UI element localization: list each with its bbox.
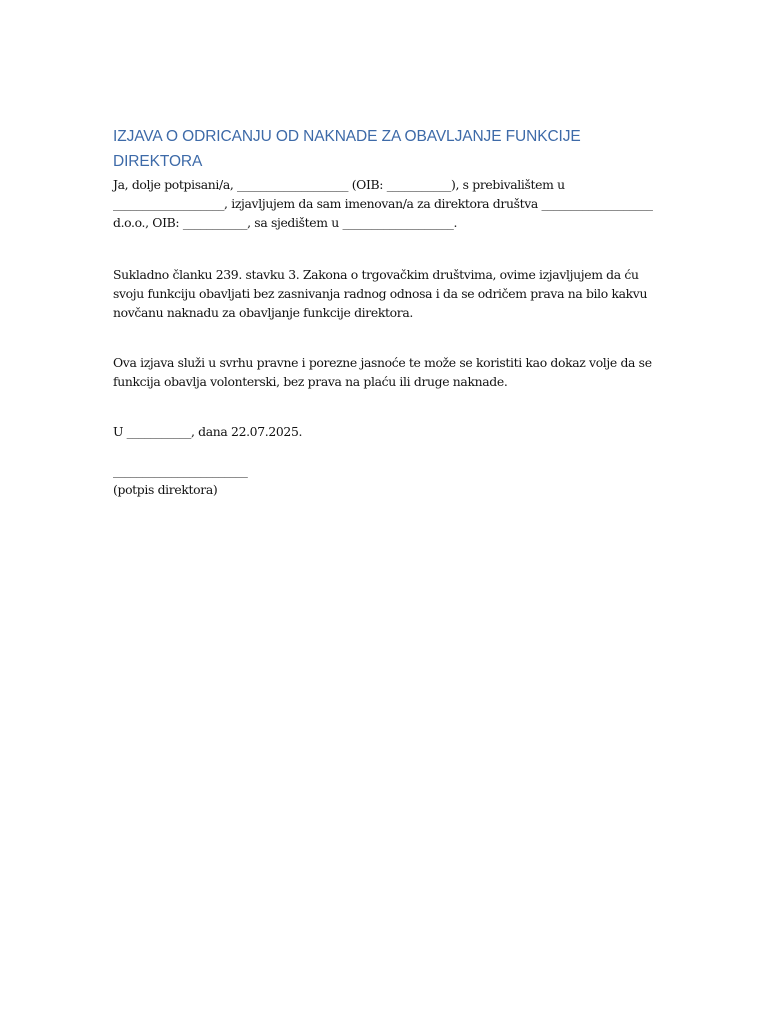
paragraph-line: funkcija obavlja volonterski, bez prava na plaću ili druge naknade. <box>113 374 508 389</box>
title-line: DIREKTORA <box>113 153 203 170</box>
paragraph-line: Sukladno članku 239. stavku 3. Zakona o trgovačkim društvima, ovime izjavljujem da ću <box>113 267 639 282</box>
legal-basis-paragraph <box>113 265 658 322</box>
signature-block <box>113 461 658 499</box>
document-title <box>113 124 658 174</box>
paragraph-line: Ja, dolje potpisani/a, ___________________ (OIB: ___________), s prebivalištem u <box>113 177 565 192</box>
signature-label: (potpis direktora) <box>113 482 218 497</box>
purpose-paragraph <box>113 353 658 391</box>
place-date-line: U ___________, dana 22.07.2025. <box>113 424 303 439</box>
paragraph-line: Ova izjava služi u svrhu pravne i porezne jasnoće te može se koristiti kao dokaz volje da se <box>113 355 652 370</box>
paragraph-line: svoju funkciju obavljati bez zasnivanja radnog odnosa i da se odričem prava na bilo kakvu <box>113 286 648 301</box>
paragraph-line: novčanu naknadu za obavljanje funkcije direktora. <box>113 305 413 320</box>
declaration-paragraph <box>113 175 658 232</box>
signature-line: _______________________ <box>113 463 248 478</box>
document-page <box>113 124 658 499</box>
paragraph-line: d.o.o., OIB: ___________, sa sjedištem u ___________________. <box>113 215 458 230</box>
title-line: IZJAVA O ODRICANJU OD NAKNADE ZA OBAVLJANJE FUNKCIJE <box>113 128 581 145</box>
paragraph-line: ___________________, izjavljujem da sam imenovan/a za direktora društva ___________________ <box>113 196 653 211</box>
